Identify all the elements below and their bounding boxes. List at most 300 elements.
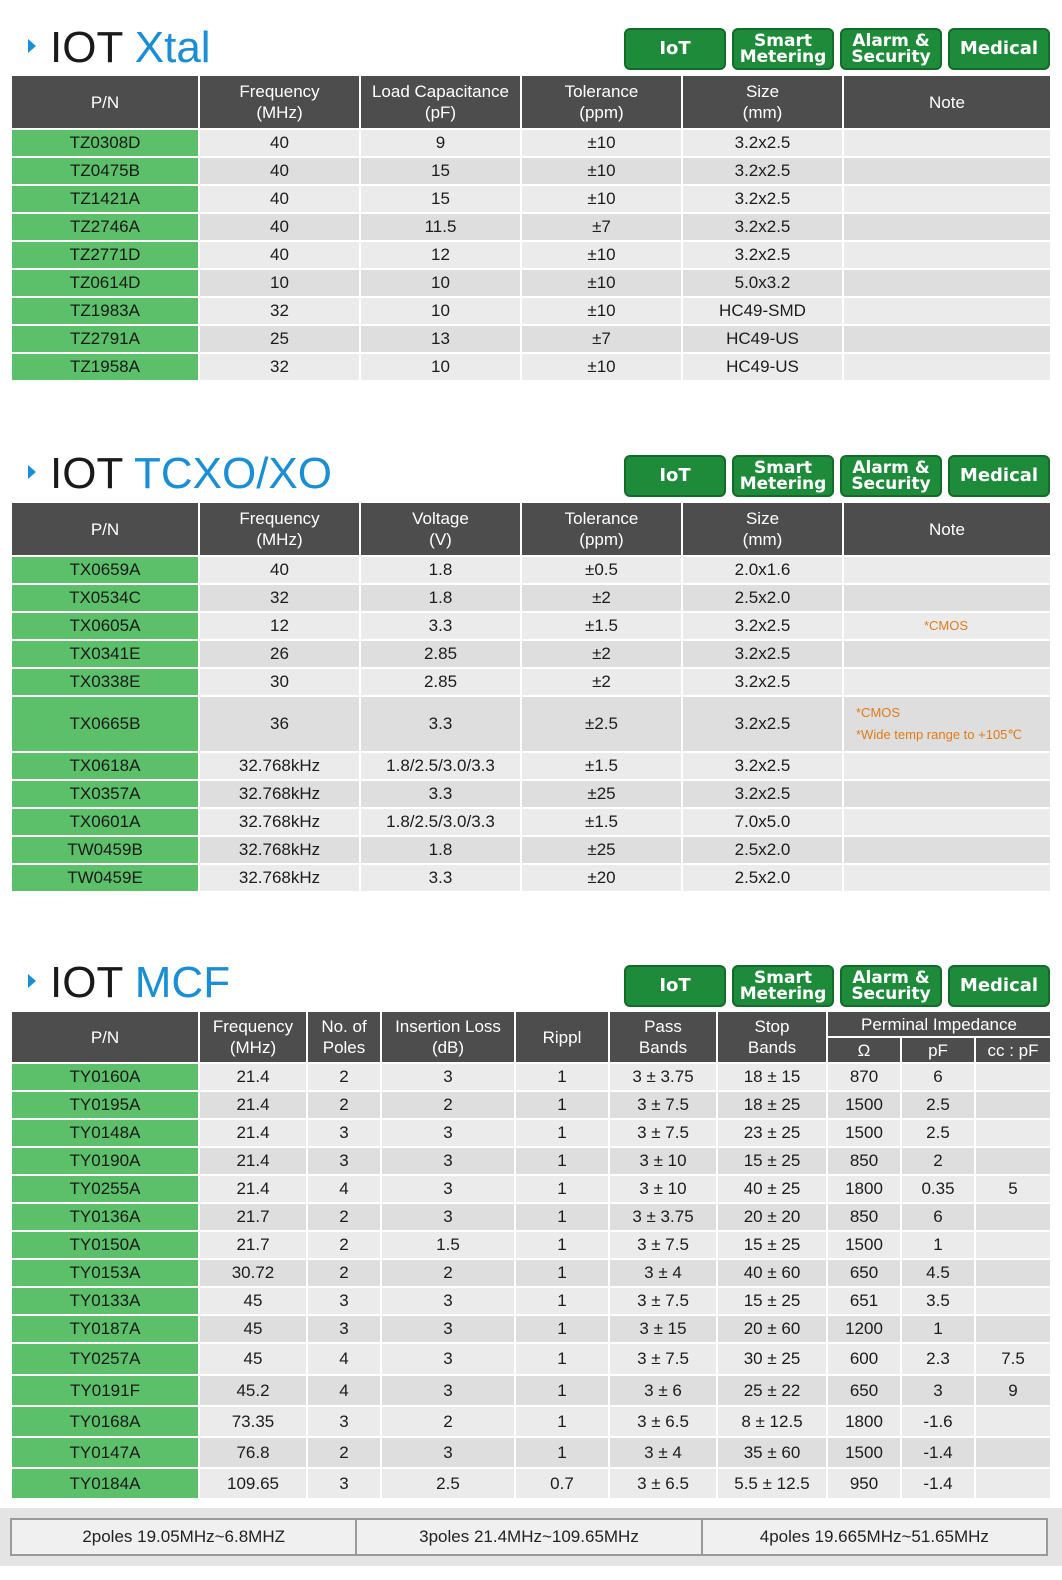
cell-tol: ±7: [521, 325, 682, 353]
cell-pass: 3 ± 15: [609, 1315, 717, 1343]
cell-stop: 15 ± 25: [717, 1287, 827, 1315]
cell-freq: 21.4: [199, 1175, 307, 1203]
cell-ripple: 1: [515, 1437, 609, 1468]
cell-load: 10: [360, 353, 521, 381]
cell-tol: ±10: [521, 269, 682, 297]
cell-stop: 25 ± 22: [717, 1375, 827, 1406]
cell-pf: 1: [901, 1315, 975, 1343]
cell-cc: 7.5: [975, 1343, 1051, 1375]
cell-poles: 4: [307, 1175, 381, 1203]
header-pass-bands: Pass Bands: [609, 1011, 717, 1063]
header-size: Size (mm): [682, 75, 843, 129]
cell-ripple: 1: [515, 1175, 609, 1203]
cell-pass: 3 ± 4: [609, 1437, 717, 1468]
section-title-tcxo: IOT TCXO/XO: [28, 452, 332, 496]
table-row: [11, 1231, 1051, 1259]
cell-pn: TZ2746A: [11, 213, 199, 241]
cell-freq: 10: [199, 269, 360, 297]
mcf-spec-table: [10, 1010, 1052, 1500]
cell-freq: 45: [199, 1343, 307, 1375]
cell-stop: 20 ± 20: [717, 1203, 827, 1231]
header-tolerance: Tolerance (ppm): [521, 75, 682, 129]
cell-pn: TY0160A: [11, 1063, 199, 1091]
header-pn: P/N: [11, 75, 199, 129]
cell-ripple: 1: [515, 1343, 609, 1375]
cell-pn: TX0357A: [11, 780, 199, 808]
cell-poles: 2: [307, 1091, 381, 1119]
cell-ripple: 1: [515, 1406, 609, 1437]
cell-ohm: 650: [827, 1375, 901, 1406]
header-note: Note: [843, 75, 1051, 129]
header-voltage: Voltage (V): [360, 502, 521, 556]
cell-freq: 30: [199, 668, 360, 696]
table-row: [11, 1175, 1051, 1203]
cell-volt: 3.3: [360, 696, 521, 752]
cell-size: 3.2x2.5: [682, 640, 843, 668]
cell-freq: 40: [199, 185, 360, 213]
tag-medical: Medical: [948, 455, 1050, 497]
header-stop-bands: Stop Bands: [717, 1011, 827, 1063]
cell-ohm: 1500: [827, 1091, 901, 1119]
cell-loss: 3: [381, 1437, 515, 1468]
cell-tol: ±2.5: [521, 696, 682, 752]
cell-pass: 3 ± 10: [609, 1147, 717, 1175]
cell-note: [843, 640, 1051, 668]
cell-ohm: 650: [827, 1259, 901, 1287]
cell-pn: TY0187A: [11, 1315, 199, 1343]
cell-ripple: 1: [515, 1315, 609, 1343]
table-row: [11, 297, 1051, 325]
cell-loss: 2: [381, 1259, 515, 1287]
cell-size: 3.2x2.5: [682, 129, 843, 157]
header-load-capacitance: Load Capacitance (pF): [360, 75, 521, 129]
cell-size: 3.2x2.5: [682, 668, 843, 696]
cell-pf: 2.5: [901, 1091, 975, 1119]
cell-pf: 3.5: [901, 1287, 975, 1315]
cell-size: 2.5x2.0: [682, 836, 843, 864]
cell-note: [843, 353, 1051, 381]
table-row: [11, 1119, 1051, 1147]
cell-stop: 40 ± 60: [717, 1259, 827, 1287]
cell-ripple: 1: [515, 1231, 609, 1259]
cell-volt: 2.85: [360, 640, 521, 668]
cell-poles: 2: [307, 1203, 381, 1231]
cell-pn: TY0190A: [11, 1147, 199, 1175]
cell-pn: TY0136A: [11, 1203, 199, 1231]
poles-range-footer: [10, 1518, 1048, 1556]
cell-poles: 3: [307, 1287, 381, 1315]
application-tags-xtal: [624, 28, 1050, 70]
cell-pn: TW0459B: [11, 836, 199, 864]
cell-stop: 30 ± 25: [717, 1343, 827, 1375]
cell-pass: 3 ± 6: [609, 1375, 717, 1406]
cell-pn: TY0257A: [11, 1343, 199, 1375]
table-row: [11, 353, 1051, 381]
cell-ohm: 1500: [827, 1437, 901, 1468]
cell-poles: 3: [307, 1315, 381, 1343]
cell-pass: 3 ± 7.5: [609, 1091, 717, 1119]
cell-freq: 32.768kHz: [199, 808, 360, 836]
cell-freq: 32.768kHz: [199, 836, 360, 864]
section-title-mcf: IOT MCF: [28, 961, 230, 1005]
tag-alarm-security: Alarm & Security: [840, 455, 942, 497]
cell-load: 15: [360, 185, 521, 213]
tag-smart-metering: Smart Metering: [732, 965, 834, 1007]
cell-freq: 40: [199, 129, 360, 157]
tag-medical: Medical: [948, 965, 1050, 1007]
cell-cc: 9: [975, 1375, 1051, 1406]
cell-note: *CMOS: [843, 612, 1051, 640]
header-insertion-loss: Insertion Loss (dB): [381, 1011, 515, 1063]
cell-pn: TX0534C: [11, 584, 199, 612]
cell-tol: ±0.5: [521, 556, 682, 584]
cell-loss: 3: [381, 1119, 515, 1147]
cell-loss: 3: [381, 1175, 515, 1203]
cell-freq: 32: [199, 297, 360, 325]
cell-volt: 1.8/2.5/3.0/3.3: [360, 752, 521, 780]
cell-pn: TY0195A: [11, 1091, 199, 1119]
cell-freq: 73.35: [199, 1406, 307, 1437]
cell-size: 2.0x1.6: [682, 556, 843, 584]
cell-pf: 2: [901, 1147, 975, 1175]
cell-pn: TZ1983A: [11, 297, 199, 325]
table-row: [11, 241, 1051, 269]
cell-tol: ±25: [521, 836, 682, 864]
cell-freq: 40: [199, 556, 360, 584]
table-row: [11, 808, 1051, 836]
cell-pn: TX0601A: [11, 808, 199, 836]
cell-pn: TZ2791A: [11, 325, 199, 353]
tag-iot: IoT: [624, 965, 726, 1007]
xtal-spec-table: [10, 74, 1052, 382]
cell-loss: 3: [381, 1343, 515, 1375]
table-row: [11, 1259, 1051, 1287]
cell-load: 10: [360, 297, 521, 325]
tag-iot: IoT: [624, 28, 726, 70]
cell-size: 3.2x2.5: [682, 157, 843, 185]
cell-pf: -1.4: [901, 1437, 975, 1468]
cell-pn: TX0618A: [11, 752, 199, 780]
cell-note: [843, 556, 1051, 584]
cell-pf: 6: [901, 1203, 975, 1231]
footer-3poles: 3poles 21.4MHz~109.65MHz: [357, 1520, 702, 1554]
cell-freq: 45: [199, 1315, 307, 1343]
cell-poles: 2: [307, 1259, 381, 1287]
cell-pf: 4.5: [901, 1259, 975, 1287]
cell-load: 12: [360, 241, 521, 269]
cell-ohm: 1200: [827, 1315, 901, 1343]
header-size: Size (mm): [682, 502, 843, 556]
cell-cc: [975, 1091, 1051, 1119]
cell-freq: 45: [199, 1287, 307, 1315]
tag-alarm-security: Alarm & Security: [840, 965, 942, 1007]
cell-pn: TY0133A: [11, 1287, 199, 1315]
cell-freq: 21.7: [199, 1203, 307, 1231]
cell-size: 3.2x2.5: [682, 752, 843, 780]
table-row: [11, 1063, 1051, 1091]
header-terminal-impedance: Perminal Impedance: [827, 1011, 1051, 1037]
cell-loss: 2.5: [381, 1468, 515, 1499]
application-tags-mcf: [624, 965, 1050, 1007]
cell-load: 9: [360, 129, 521, 157]
cell-note: [843, 325, 1051, 353]
cell-cc: [975, 1315, 1051, 1343]
cell-pn: TX0605A: [11, 612, 199, 640]
cell-note: [843, 297, 1051, 325]
cell-freq: 21.7: [199, 1231, 307, 1259]
cell-volt: 3.3: [360, 864, 521, 892]
cell-pn: TY0147A: [11, 1437, 199, 1468]
cell-pf: 1: [901, 1231, 975, 1259]
cell-pn: TX0659A: [11, 556, 199, 584]
cell-note: [843, 213, 1051, 241]
cell-ripple: 1: [515, 1119, 609, 1147]
cell-size: HC49-US: [682, 353, 843, 381]
tag-alarm-security: Alarm & Security: [840, 28, 942, 70]
cell-pf: -1.6: [901, 1406, 975, 1437]
cell-tol: ±10: [521, 129, 682, 157]
cell-ripple: 1: [515, 1147, 609, 1175]
tcxo-spec-table: [10, 501, 1052, 893]
cell-pf: 0.35: [901, 1175, 975, 1203]
cell-freq: 40: [199, 157, 360, 185]
cell-tol: ±20: [521, 864, 682, 892]
cell-size: 3.2x2.5: [682, 696, 843, 752]
header-pn: P/N: [11, 1011, 199, 1063]
cell-volt: 3.3: [360, 780, 521, 808]
cell-loss: 1.5: [381, 1231, 515, 1259]
cell-pn: TW0459E: [11, 864, 199, 892]
cell-freq: 32: [199, 584, 360, 612]
cell-size: 5.0x3.2: [682, 269, 843, 297]
tag-medical: Medical: [948, 28, 1050, 70]
cell-ripple: 0.7: [515, 1468, 609, 1499]
cell-pass: 3 ± 10: [609, 1175, 717, 1203]
cell-cc: [975, 1437, 1051, 1468]
application-tags-tcxo: [624, 455, 1050, 497]
cell-ripple: 1: [515, 1259, 609, 1287]
tag-iot: IoT: [624, 455, 726, 497]
cell-stop: 15 ± 25: [717, 1147, 827, 1175]
cell-cc: [975, 1147, 1051, 1175]
cell-freq: 36: [199, 696, 360, 752]
cell-note: [843, 185, 1051, 213]
table-row: [11, 780, 1051, 808]
cell-freq: 12: [199, 612, 360, 640]
cell-pass: 3 ± 4: [609, 1259, 717, 1287]
cell-load: 10: [360, 269, 521, 297]
cell-cc: [975, 1259, 1051, 1287]
cell-load: 15: [360, 157, 521, 185]
cell-volt: 1.8/2.5/3.0/3.3: [360, 808, 521, 836]
cell-size: 2.5x2.0: [682, 584, 843, 612]
cell-ohm: 850: [827, 1203, 901, 1231]
table-row: [11, 1287, 1051, 1315]
cell-note: [843, 129, 1051, 157]
table-row: [11, 1406, 1051, 1437]
cell-pn: TX0665B: [11, 696, 199, 752]
table-row: [11, 1091, 1051, 1119]
bullet-arrow-icon: [28, 39, 36, 53]
cell-freq: 21.4: [199, 1091, 307, 1119]
cell-ohm: 1800: [827, 1406, 901, 1437]
table-row: [11, 157, 1051, 185]
cell-ohm: 600: [827, 1343, 901, 1375]
cell-volt: 1.8: [360, 556, 521, 584]
cell-volt: 3.3: [360, 612, 521, 640]
cell-pn: TY0255A: [11, 1175, 199, 1203]
cell-freq: 21.4: [199, 1063, 307, 1091]
footer-2poles: 2poles 19.05MHz~6.8MHZ: [12, 1520, 357, 1554]
cell-note: [843, 668, 1051, 696]
table-row: [11, 556, 1051, 584]
table-row: [11, 836, 1051, 864]
cell-freq: 32: [199, 353, 360, 381]
header-cc-pf: cc : pF: [975, 1037, 1051, 1063]
table-row: [11, 1147, 1051, 1175]
cell-ripple: 1: [515, 1375, 609, 1406]
cell-loss: 2: [381, 1406, 515, 1437]
cell-size: 3.2x2.5: [682, 185, 843, 213]
cell-freq: 32.768kHz: [199, 780, 360, 808]
cell-poles: 4: [307, 1375, 381, 1406]
tag-smart-metering: Smart Metering: [732, 28, 834, 70]
cell-poles: 2: [307, 1063, 381, 1091]
cell-loss: 3: [381, 1287, 515, 1315]
cell-pass: 3 ± 7.5: [609, 1343, 717, 1375]
cell-tol: ±1.5: [521, 752, 682, 780]
cell-pass: 3 ± 6.5: [609, 1406, 717, 1437]
cell-pass: 3 ± 7.5: [609, 1231, 717, 1259]
table-row: [11, 325, 1051, 353]
table-row: [11, 129, 1051, 157]
cell-stop: 35 ± 60: [717, 1437, 827, 1468]
cell-ohm: 850: [827, 1147, 901, 1175]
cell-load: 11.5: [360, 213, 521, 241]
cell-ohm: 651: [827, 1287, 901, 1315]
cell-pn: TY0191F: [11, 1375, 199, 1406]
cell-freq: 32.768kHz: [199, 864, 360, 892]
cell-loss: 3: [381, 1063, 515, 1091]
cell-stop: 5.5 ± 12.5: [717, 1468, 827, 1499]
header-frequency: Frequency (MHz): [199, 75, 360, 129]
cell-load: 13: [360, 325, 521, 353]
cell-pn: TY0184A: [11, 1468, 199, 1499]
cell-note: [843, 836, 1051, 864]
table-row: [11, 213, 1051, 241]
table-row: [11, 864, 1051, 892]
cell-tol: ±1.5: [521, 612, 682, 640]
cell-pass: 3 ± 3.75: [609, 1203, 717, 1231]
cell-note: [843, 780, 1051, 808]
cell-ohm: 950: [827, 1468, 901, 1499]
cell-pn: TX0341E: [11, 640, 199, 668]
cell-tol: ±2: [521, 584, 682, 612]
cell-pf: 6: [901, 1063, 975, 1091]
cell-ohm: 1800: [827, 1175, 901, 1203]
table-row: [11, 584, 1051, 612]
cell-stop: 15 ± 25: [717, 1231, 827, 1259]
cell-ohm: 1500: [827, 1119, 901, 1147]
cell-note: [843, 157, 1051, 185]
cell-freq: 76.8: [199, 1437, 307, 1468]
cell-poles: 3: [307, 1147, 381, 1175]
cell-tol: ±2: [521, 640, 682, 668]
cell-ripple: 1: [515, 1063, 609, 1091]
table-row: [11, 640, 1051, 668]
cell-freq: 30.72: [199, 1259, 307, 1287]
cell-pf: 2.3: [901, 1343, 975, 1375]
cell-cc: [975, 1406, 1051, 1437]
cell-cc: [975, 1287, 1051, 1315]
cell-cc: [975, 1063, 1051, 1091]
cell-freq: 45.2: [199, 1375, 307, 1406]
cell-pf: -1.4: [901, 1468, 975, 1499]
cell-pn: TZ1421A: [11, 185, 199, 213]
cell-freq: 109.65: [199, 1468, 307, 1499]
cell-loss: 3: [381, 1147, 515, 1175]
cell-size: HC49-US: [682, 325, 843, 353]
cell-freq: 32.768kHz: [199, 752, 360, 780]
table-row: [11, 185, 1051, 213]
cell-stop: 23 ± 25: [717, 1119, 827, 1147]
cell-size: 7.0x5.0: [682, 808, 843, 836]
cell-pn: TY0150A: [11, 1231, 199, 1259]
cell-volt: 1.8: [360, 584, 521, 612]
cell-pn: TY0148A: [11, 1119, 199, 1147]
cell-note: [843, 241, 1051, 269]
cell-poles: 3: [307, 1119, 381, 1147]
cell-pn: TY0168A: [11, 1406, 199, 1437]
cell-tol: ±10: [521, 353, 682, 381]
cell-cc: [975, 1119, 1051, 1147]
cell-poles: 2: [307, 1437, 381, 1468]
cell-pn: TZ2771D: [11, 241, 199, 269]
cell-stop: 20 ± 60: [717, 1315, 827, 1343]
cell-ripple: 1: [515, 1287, 609, 1315]
cell-note: [843, 864, 1051, 892]
cell-size: 2.5x2.0: [682, 864, 843, 892]
header-frequency: Frequency (MHz): [199, 1011, 307, 1063]
table-row: [11, 752, 1051, 780]
cell-note: [843, 808, 1051, 836]
cell-note: *CMOS *Wide temp range to +105℃: [843, 696, 1051, 752]
cell-ripple: 1: [515, 1203, 609, 1231]
footer-4poles: 4poles 19.665MHz~51.65MHz: [759, 1527, 989, 1546]
header-poles: No. of Poles: [307, 1011, 381, 1063]
header-note: Note: [843, 502, 1051, 556]
cell-tol: ±7: [521, 213, 682, 241]
table-row: [11, 269, 1051, 297]
header-ohm: Ω: [827, 1037, 901, 1063]
cell-ohm: 870: [827, 1063, 901, 1091]
cell-pass: 3 ± 7.5: [609, 1119, 717, 1147]
bullet-arrow-icon: [28, 465, 36, 479]
cell-cc: [975, 1231, 1051, 1259]
table-row: [11, 668, 1051, 696]
cell-stop: 18 ± 25: [717, 1091, 827, 1119]
table-row: [11, 696, 1051, 752]
table-row: [11, 1203, 1051, 1231]
cell-poles: 4: [307, 1343, 381, 1375]
cell-freq: 21.4: [199, 1147, 307, 1175]
cell-size: HC49-SMD: [682, 297, 843, 325]
header-tolerance: Tolerance (ppm): [521, 502, 682, 556]
table-row: [11, 1468, 1051, 1499]
cell-poles: 3: [307, 1406, 381, 1437]
cell-volt: 2.85: [360, 668, 521, 696]
table-row: [11, 612, 1051, 640]
